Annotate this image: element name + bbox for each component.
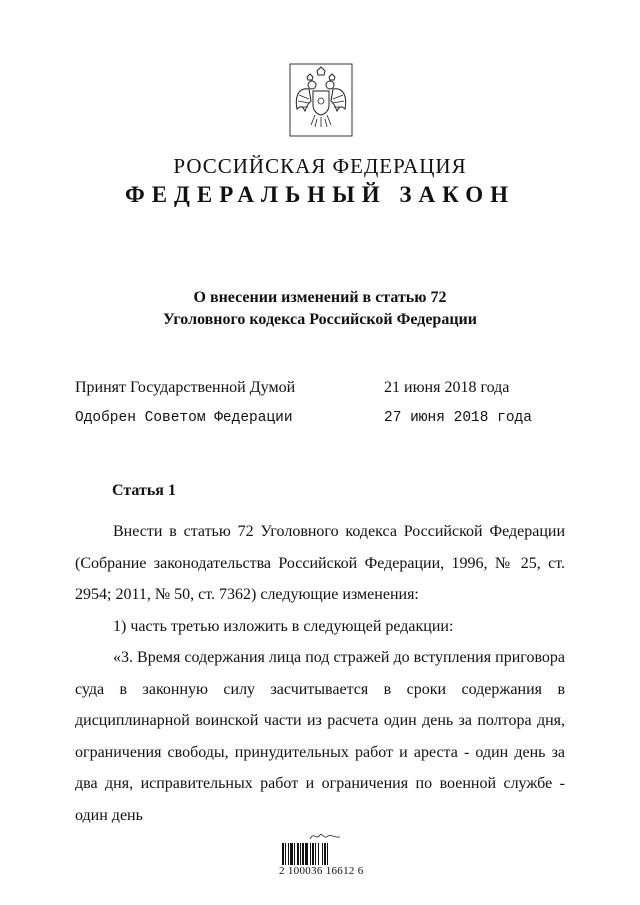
article-paragraph-2: 1) часть третью изложить в следующей редакции: [113, 617, 454, 635]
council-approval-label: Одобрен Советом Федерации [75, 410, 293, 426]
council-approval-date: 27 июня 2018 года [384, 410, 532, 426]
law-subject [0, 287, 640, 331]
article-body [75, 516, 565, 831]
barcode-icon [281, 843, 361, 867]
article-paragraph-1: Внести в статью 72 Уголовного кодекса Российской Федерации (Собрание законодательства Российской Федерации, 1996, № 25, ст. 2954; 2011, № 50, ст. 7362) следующие изменения: [75, 523, 565, 603]
document-type-title: ФЕДЕРАЛЬНЫЙ ЗАКОН [124, 182, 516, 207]
law-subject-line-2: Уголовного кодекса Российской Федерации [163, 311, 477, 328]
state-emblem-icon [289, 63, 353, 137]
country-name: РОССИЙСКАЯ ФЕДЕРАЦИЯ [173, 154, 467, 178]
article-paragraph-3: «3. Время содержания лица под стражей до вступления приговора суда в законную силу засчитывается в сроки содержания в дисциплинарной воинской части из расчета один день за полтора дня, ограничения свободы, принудительных работ и ареста - один день за два дня, исправительных работ и ограничения по военной службе - один день [75, 649, 565, 824]
article-heading: Статья 1 [112, 482, 176, 499]
duma-adoption-date: 21 июня 2018 года [384, 379, 510, 396]
barcode-number: 2 100036 16612 6 [279, 865, 364, 877]
law-subject-line-1: О внесении изменений в статью 72 [193, 289, 447, 306]
duma-adoption-label: Принят Государственной Думой [75, 379, 296, 396]
signature-mark-icon [308, 829, 342, 843]
